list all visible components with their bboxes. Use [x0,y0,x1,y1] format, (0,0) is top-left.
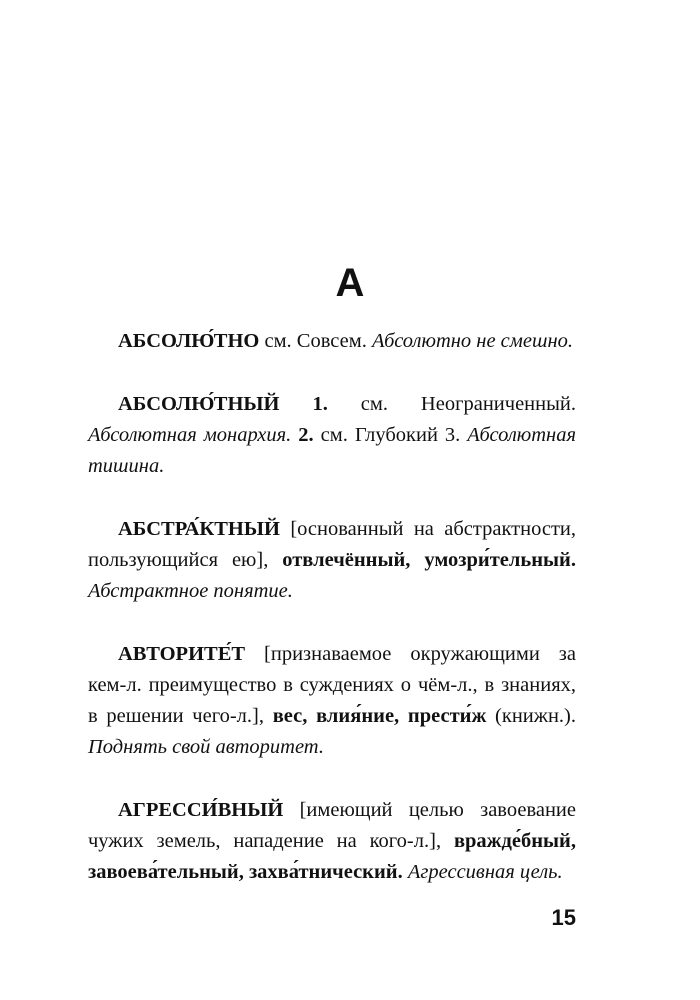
section-letter: А [335,261,365,305]
definition: [имеющий целью завоевание чужих земель, нападение на кого-л.], [88,799,576,852]
dictionary-entries [88,326,576,920]
definition: [признаваемое окружающими за кем-л. преимущество в суждениях о чём-л., в знаниях, в решении чего-л.], [88,643,576,727]
cross-reference: см. Неограниченный. [327,393,576,415]
cross-reference: см. Глубокий 3. [313,424,468,446]
page-number: 15 [551,905,576,930]
usage-example: Абстрактное понятие. [88,580,293,602]
headword: АВТОРИТЕ́Т [118,643,246,665]
synonyms: вражде́бный, завоева́тельный, захва́тнический. [88,830,576,883]
usage-example: Абсолютная монархия. [88,424,292,446]
cross-reference: см. Совсем. [259,330,372,352]
entry-avtoritet [88,639,576,763]
entry-absolyutnyy [88,389,576,482]
headword: АБСОЛЮ́ТНО [118,330,260,352]
sense-number: 1. [279,393,328,415]
headword: АГРЕССИ́ВНЫЙ [118,799,284,821]
synonyms: вес, влия́ние, прести́ж [272,705,487,727]
usage-example: Агрессивная цель. [402,861,563,883]
usage-example: Поднять свой авторитет. [88,736,324,758]
headword: АБСТРА́КТНЫЙ [118,518,280,540]
entry-abstraktnyy [88,514,576,607]
style-note: (книжн.). [486,705,576,727]
entry-absolyutno [88,326,576,357]
entry-agressivnyy [88,795,576,888]
definition: [основанный на абстрактности, пользующийся ею], [88,518,576,571]
sense-number: 2. [291,424,314,446]
usage-example: Абсолютно не смешно. [371,330,573,352]
headword: АБСОЛЮ́ТНЫЙ [118,393,280,415]
usage-example: Абсолютная тишина. [88,424,576,477]
synonyms: отвлечённый, умозри́тельный. [282,549,576,571]
